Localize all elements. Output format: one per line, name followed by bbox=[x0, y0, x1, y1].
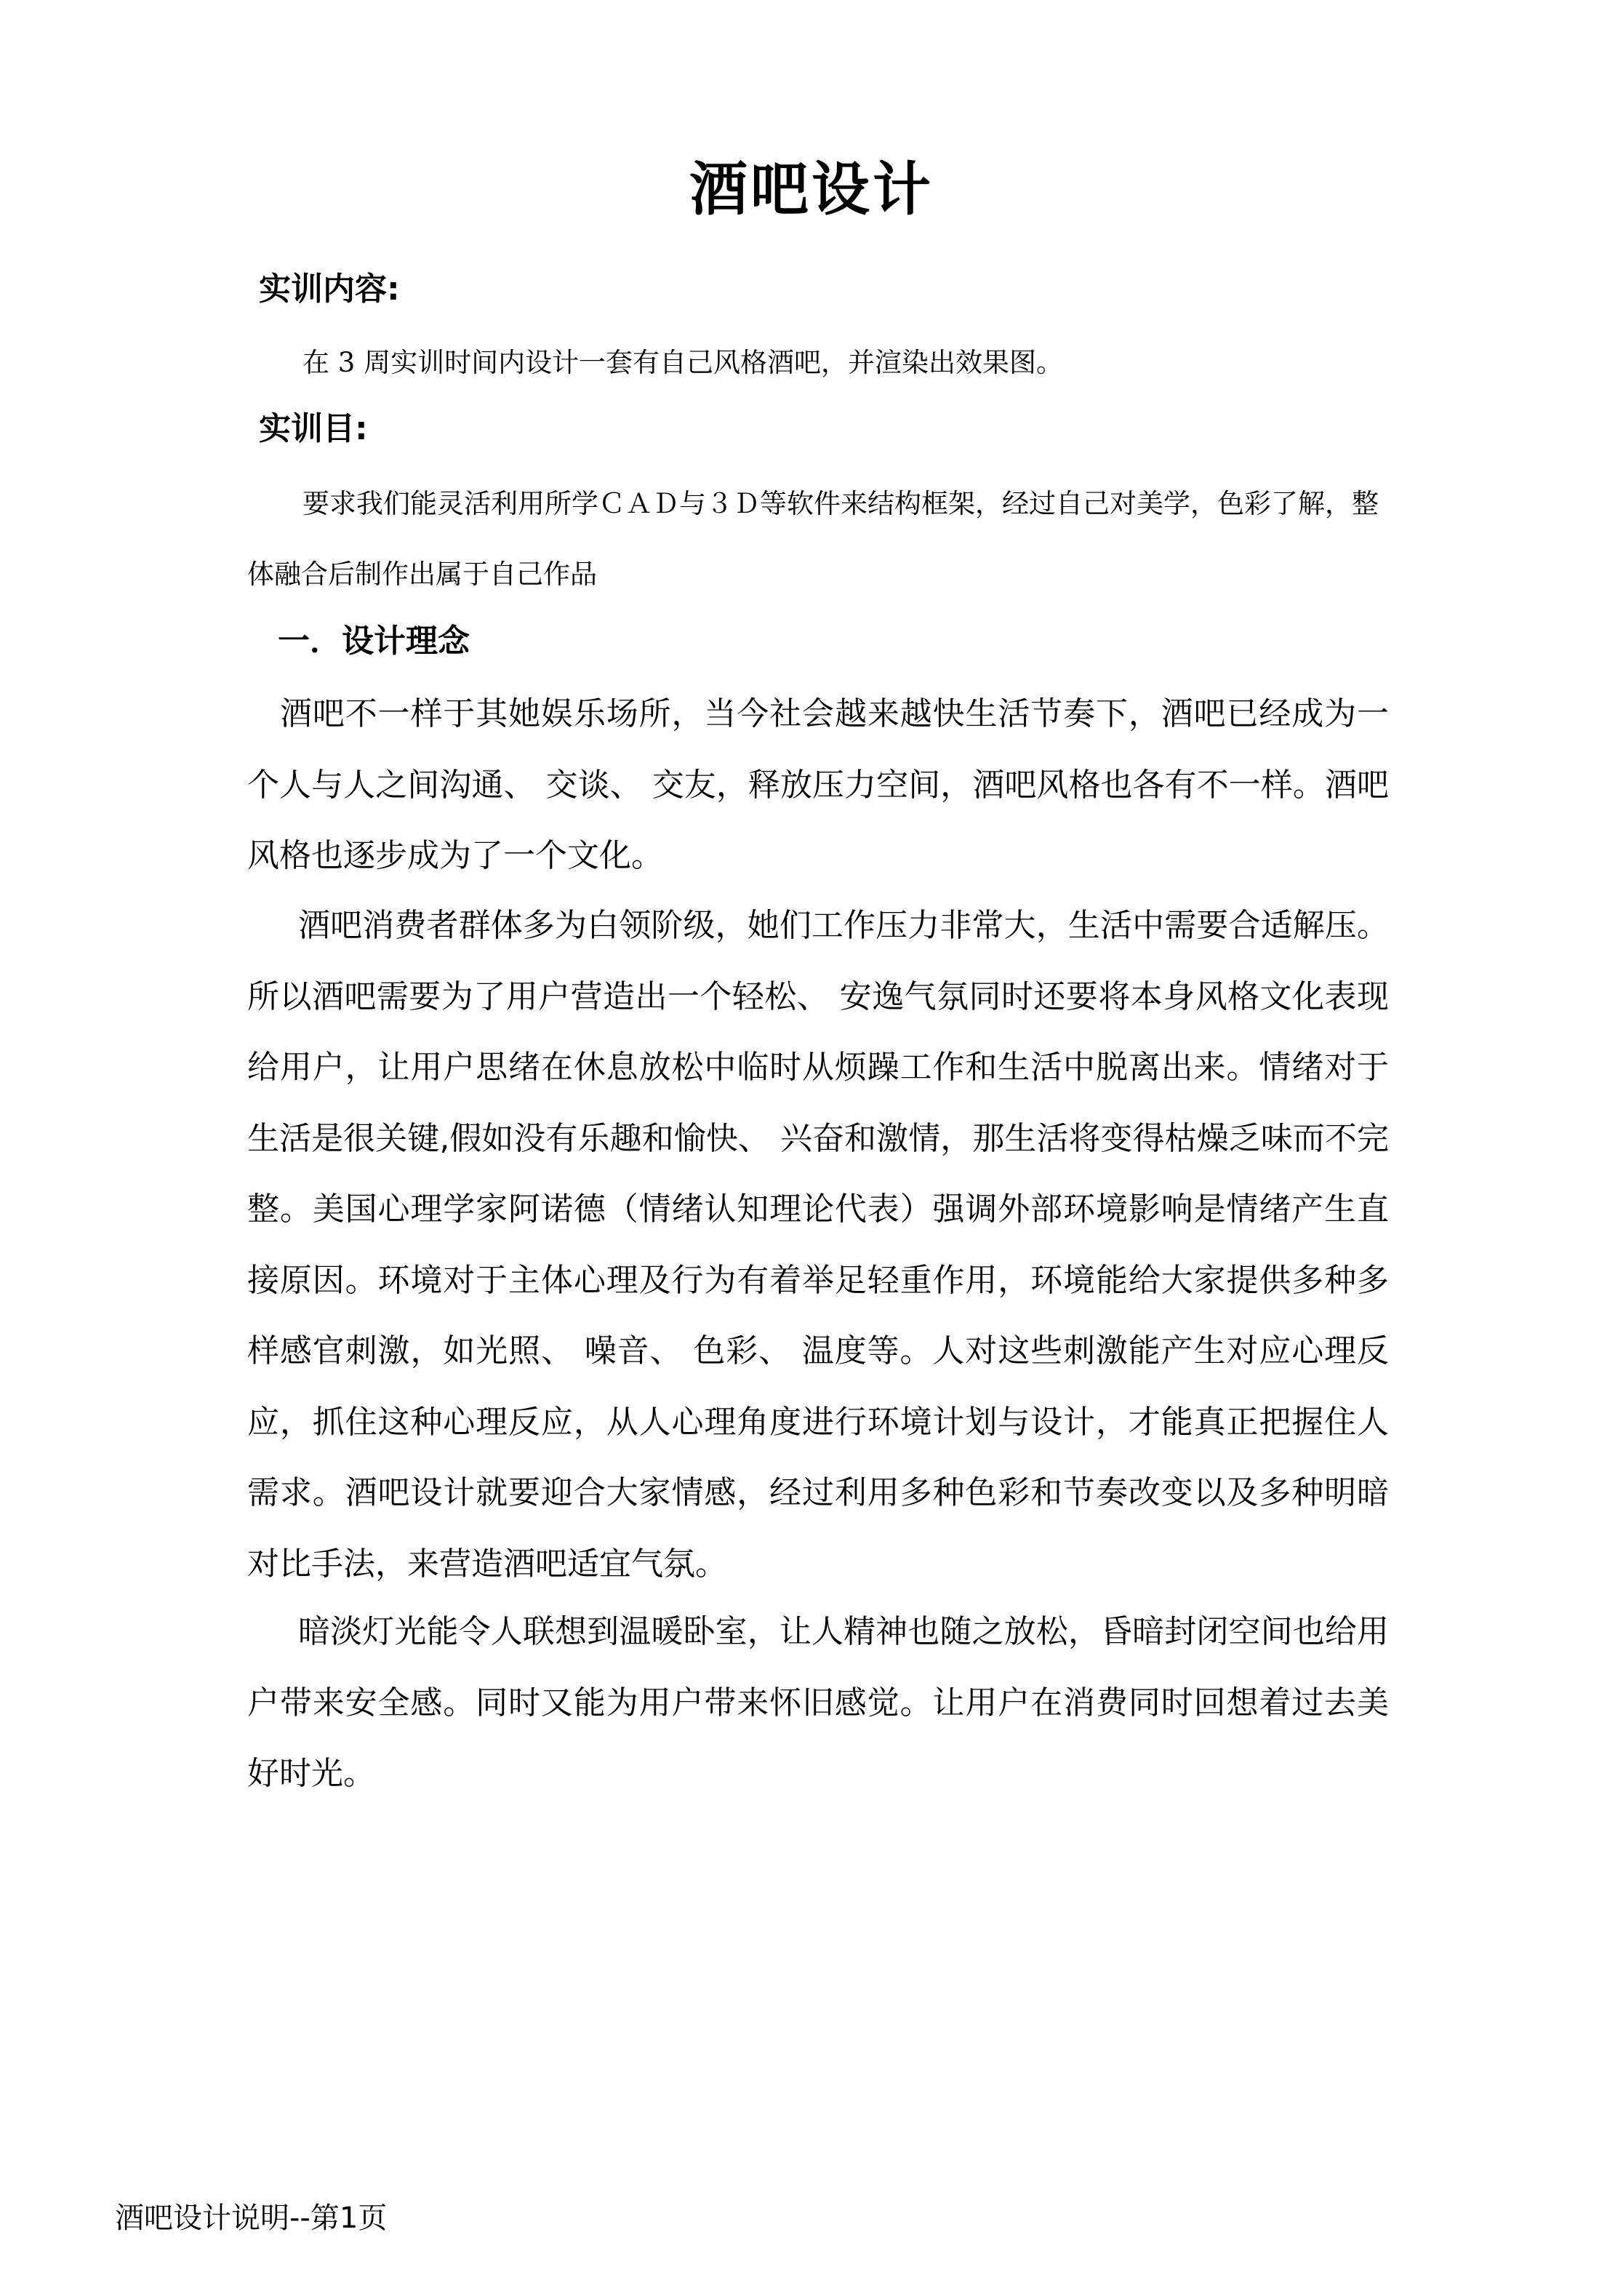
training-content-label: 实训内容: bbox=[259, 271, 400, 308]
training-content-text: 在 3 周实训时间内设计一套有自己风格酒吧，并渲染出效果图。 bbox=[302, 347, 1064, 378]
training-goal-label: 实训目: bbox=[259, 410, 368, 447]
body-paragraph-2: 酒吧消费者群体多为白领阶级，她们工作压力非常大，生活中需要合适解压。所以酒吧需要为了用户营造出一个轻松、 安逸气氛同时还要将本身风格文化表现给用户，让用户思绪在休息放松中临时从烦躁工作和生活中脱离出来。情绪对于生活是很关键,假如没有乐趣和愉快、 兴奋和激情，那生活将变得枯燥乏味而不完整。美国心理学家阿诺德（情绪认知理论代表）强调外部环境影响是情绪产生直接原因。环境对于主体心理及行为有着举足轻重作用，环境能给大家提供多种多样感官刺激，如光照、 噪音、 色彩、 温度等。人对这些刺激能产生对应心理反应，抓住这种心理反应，从人心理角度进行环境计划与设计，才能真正把握住人需求。酒吧设计就要迎合大家情感，经过利用多种色彩和节奏改变以及多种明暗对比手法，来营造酒吧适宜气氛。 bbox=[247, 907, 1389, 1583]
page-footer: 酒吧设计说明--第1页 bbox=[115, 2201, 388, 2235]
document-title: 酒吧设计 bbox=[689, 156, 934, 223]
body-paragraph-3: 暗淡灯光能令人联想到温暖卧室，让人精神也随之放松，昏暗封闭空间也给用户带来安全感。同时又能为用户带来怀旧感觉。让用户在消费同时回想着过去美好时光。 bbox=[247, 1613, 1389, 1792]
design-concept-heading: 一．设计理念 bbox=[278, 623, 470, 660]
training-goal-text: 要求我们能灵活利用所学ＣＡＤ与３Ｄ等软件来结构框架，经过自己对美学，色彩了解，整体融合后制作出属于自己作品 bbox=[247, 488, 1379, 590]
body-paragraph-1: 酒吧不一样于其她娱乐场所，当今社会越来越快生活节奏下，酒吧已经成为一个人与人之间沟通、 交谈、 交友，释放压力空间，酒吧风格也各有不一样。酒吧风格也逐步成为了一个文化。 bbox=[247, 695, 1389, 874]
